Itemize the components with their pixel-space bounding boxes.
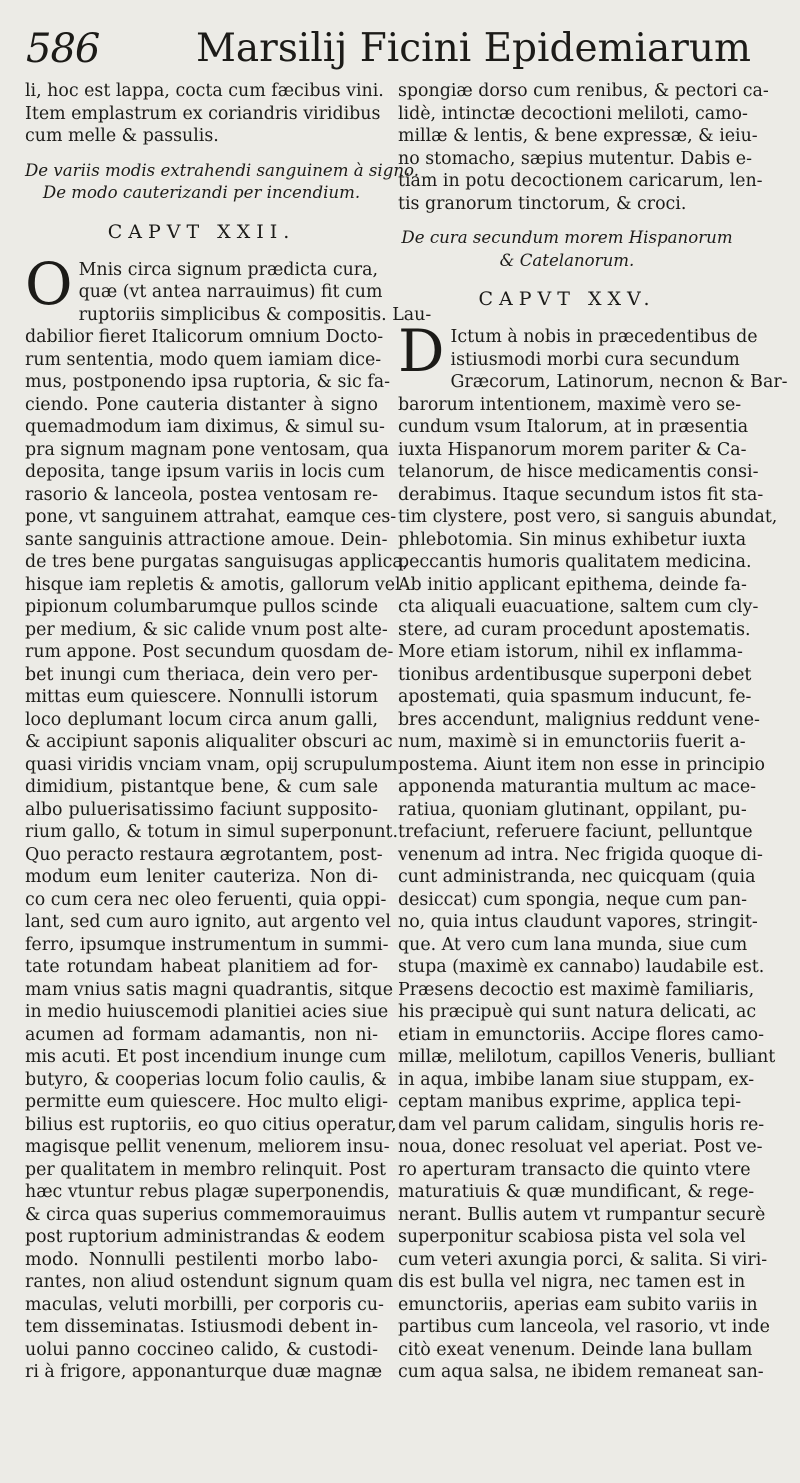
text-line: ratiua, quoniam glutinant, oppilant, pu- [398, 799, 747, 820]
text-line: his præcipuè qui sunt natura delicati, ac [398, 1002, 757, 1022]
text-line: Ab initio applicant epithema, deinde fa- [398, 574, 747, 595]
text-line: rantes, non aliud ostendunt signum quam [25, 1272, 394, 1292]
text-line: per medium, & sic calide vnum post alte- [25, 619, 388, 640]
text-line: pra signum magnam pone ventosam, qua [25, 439, 389, 460]
text-line: cundum vsum Italorum, at in præsentia [398, 417, 749, 437]
text-line: num, maximè si in emunctoriis fuerit a- [398, 732, 746, 752]
text-line: ceptam manibus exprime, applica tepi- [398, 1092, 742, 1112]
text-line: superponitur scabiosa pista vel sola vel [398, 1227, 746, 1247]
text-line: peccantis humoris qualitatem medicina. [398, 552, 752, 572]
text-line: maturatiuis & quæ mundificant, & rege- [398, 1182, 755, 1202]
text-line: ri à frigore, apponanturque duæ magnæ [25, 1362, 383, 1382]
text-line: cum veteri axungia porci, & salita. Si viri- [398, 1249, 768, 1270]
right-column [398, 80, 788, 1384]
text-line: cum aqua salsa, ne ibidem remaneat san- [398, 1362, 764, 1382]
text-line: pone, vt sanguinem attrahat, eamque ces- [25, 507, 397, 527]
text-line: bres accendunt, malignius reddunt vene- [398, 709, 760, 730]
text-line: acumen ad formam adamantis, non ni- [25, 1024, 378, 1045]
text-line: barorum intentionem, maximè vero se- [398, 394, 742, 415]
text-line: tiam in potu decoctionem caricarum, len- [398, 171, 763, 191]
spacer [25, 247, 378, 259]
text-line: ferro, ipsumque instrumentum in summi- [25, 934, 389, 955]
text-line: desiccat) cum spongia, neque cum pan- [398, 889, 748, 910]
text-line: telanorum, de hisce medicamentis consi- [398, 462, 759, 482]
left-column [25, 80, 432, 1384]
text-line: post ruptorium administrandas & eodem [25, 1227, 385, 1247]
text-line: que. At vero cum lana munda, siue cum [398, 934, 748, 955]
text-line: deposita, tange ipsum variis in locis cum [25, 462, 385, 482]
spacer [398, 314, 736, 326]
text-line: nerant. Bullis autem vt rumpantur securè [398, 1204, 766, 1225]
text-line: dis est bulla vel nigra, nec tamen est in [398, 1272, 746, 1292]
text-line: cta aliquali euacuatione, saltem cum cly- [398, 597, 759, 617]
chapter-rubric: De variis modis extrahendi sanguinem à signo. [25, 160, 420, 180]
chapter-heading: CAPVT XXII. [107, 220, 296, 243]
text-line: & accipiunt saponis aliqualiter obscuri ac [25, 732, 393, 752]
text-line: Præsens decoctio est maximè familiaris, [398, 979, 755, 1000]
text-line: magisque pellit venenum, meliorem insu- [25, 1137, 390, 1157]
text-line: modo. Nonnulli pestilenti morbo labo- [25, 1249, 378, 1270]
text-line: millæ, melilotum, capillos Veneris, bulliant [398, 1047, 776, 1067]
text-line: rum sententia, modo quem iamiam dice- [25, 349, 382, 370]
running-title: Marsilij Ficini Epidemiarum [196, 26, 751, 71]
text-line: quæ (vt antea narrauimus) fit cum [78, 282, 383, 302]
page-number: 586 [26, 26, 100, 72]
text-line: partibus cum lanceola, vel rasorio, vt inde [398, 1317, 770, 1337]
text-line: in medio huiuscemodi planitiei acies siue [25, 1002, 389, 1022]
text-line: li, hoc est lappa, cocta cum fæcibus vini. [25, 81, 384, 101]
text-line: rasorio & lanceola, postea ventosam re- [25, 484, 378, 505]
text-line: rium gallo, & totum in simul superponunt. [25, 822, 399, 842]
text-line: albo puluerisatissimo faciunt supposito- [25, 799, 378, 820]
text-line: dimidium, pistantque bene, & cum sale [25, 777, 378, 797]
spacer [398, 272, 736, 284]
text-line: hisque iam repletis & amotis, gallorum vel [25, 574, 401, 595]
text-line: pipionum columbarumque pullos scinde [25, 597, 378, 617]
drop-cap-initial: D [398, 317, 445, 385]
text-line: tem disseminatas. Istiusmodi debent in- [25, 1317, 378, 1337]
running-header [26, 18, 786, 76]
text-line: More etiam istorum, nihil ex inflamma- [398, 642, 743, 662]
text-line: no, quia intus claudunt vapores, stringit- [398, 912, 758, 932]
text-line: iuxta Hispanorum morem pariter & Ca- [398, 439, 747, 460]
chapter-rubric: De modo cauterizandi per incendium. [42, 183, 361, 202]
text-line: Item emplastrum ex coriandris viridibus [25, 103, 381, 124]
text-line: hæc vtuntur rebus plagæ superponendis, [25, 1182, 390, 1202]
text-line: tim clystere, post vero, si sanguis abundat, [398, 507, 778, 527]
text-line: citò exeat venenum. Deinde lana bullam [398, 1339, 753, 1360]
text-line: & circa quas superius commemorauimus [25, 1204, 386, 1225]
text-line: quasi viridis vnciam vnam, opij scrupulum [25, 754, 398, 775]
chapter-heading: CAPVT XXV. [478, 288, 656, 310]
text-line: ruptoriis simplicibus & compositis. Lau- [78, 304, 432, 325]
text-line: maculas, veluti morbilli, per corporis cu- [25, 1294, 384, 1315]
chapter-rubric: De cura secundum morem Hispanorum [401, 228, 733, 247]
text-line: apostemati, quia spasmum inducunt, fe- [398, 687, 752, 707]
text-line: cum melle & passulis. [25, 126, 219, 146]
text-line: Græcorum, Latinorum, necnon & Bar- [450, 372, 788, 392]
text-line: bilius est ruptoriis, eo quo citius operatur, [25, 1114, 397, 1135]
text-line: dam vel parum calidam, singulis horis re- [398, 1114, 765, 1135]
text-line: apponenda maturantia multum ac mace- [398, 777, 757, 797]
text-line: modum eum leniter cauteriza. Non di- [25, 867, 378, 887]
text-line: istiusmodi morbi cura secundum [450, 349, 740, 370]
text-line: bet inungi cum theriaca, dein vero per- [25, 664, 378, 685]
text-line: co cum cera nec oleo feruenti, quia oppi- [25, 889, 387, 910]
text-line: dabilior fieret Italicorum omnium Docto- [25, 327, 384, 347]
text-line: sante sanguinis attractione amoue. Dein- [25, 529, 388, 550]
text-line: loco deplumant locum circa anum galli, [25, 709, 378, 730]
text-line: phlebotomia. Sin minus exhibetur iuxta [398, 529, 747, 550]
text-line: lidè, intinctæ decoctioni meliloti, camo- [398, 103, 748, 124]
text-line: tionibus ardentibusque superponi debet [398, 664, 752, 685]
text-line: mis acuti. Et post incendium inunge cum [25, 1047, 387, 1067]
text-line: noua, donec resoluat vel aperiat. Post ve- [398, 1137, 763, 1157]
text-line: uolui panno coccineo calido, & custodi- [25, 1339, 378, 1360]
text-line: rum appone. Post secundum quosdam de- [25, 642, 394, 662]
text-line: Quo peracto restaura ægrotantem, post- [25, 844, 383, 865]
text-line: trefaciunt, referuere faciunt, pelluntque [398, 822, 753, 842]
spacer [25, 205, 378, 217]
text-line: Mnis circa signum prædicta cura, [78, 259, 378, 280]
text-line: tate rotundam habeat planitiem ad for- [25, 957, 378, 977]
text-line: mam vnius satis magni quadrantis, sitque [25, 979, 394, 1000]
drop-cap-initial: O [25, 249, 73, 318]
text-line: stupa (maximè ex cannabo) laudabile est. [398, 957, 765, 977]
text-line: postema. Aiunt item non esse in principio [398, 754, 765, 775]
text-line: mus, postponendo ipsa ruptoria, & sic fa- [25, 372, 390, 392]
text-line: derabimus. Itaque secundum istos fit sta- [398, 484, 764, 505]
text-line: Ictum à nobis in præcedentibus de [450, 327, 758, 347]
text-line: emunctoriis, aperias eam subito variis in [398, 1294, 758, 1315]
text-line: no stomacho, sæpius mutentur. Dabis e- [398, 148, 752, 169]
spacer [398, 215, 736, 227]
text-line: quemadmodum iam diximus, & simul su- [25, 417, 385, 437]
text-line: ro aperturam transacto die quinto vtere [398, 1159, 751, 1180]
text-line: venenum ad intra. Nec frigida quoque di- [398, 844, 763, 865]
text-line: ciendo. Pone cauteria distanter à signo [25, 394, 378, 415]
text-line: tis granorum tinctorum, & croci. [398, 193, 687, 214]
text-line: butyro, & cooperias locum folio caulis, & [25, 1069, 387, 1090]
chapter-rubric: & Catelanorum. [499, 250, 635, 270]
text-line: de tres bene purgatas sanguisugas applica, [25, 552, 409, 572]
spacer [25, 148, 378, 160]
text-line: etiam in emunctoriis. Accipe flores camo- [398, 1024, 764, 1045]
text-line: spongiæ dorso cum renibus, & pectori ca- [398, 81, 769, 101]
text-line: in aqua, imbibe lanam siue stuppam, ex- [398, 1069, 755, 1090]
text-line: lant, sed cum auro ignito, aut argento vel [25, 912, 391, 932]
text-line: mittas eum quiescere. Nonnulli istorum [25, 687, 378, 707]
text-line: cunt administranda, nec quicquam (quia [398, 867, 756, 887]
text-line: per qualitatem in membro relinquit. Post [25, 1159, 386, 1180]
text-line: stere, ad curam procedunt apostematis. [398, 619, 751, 640]
text-line: millæ & lentis, & bene expressæ, & ieiu- [398, 126, 758, 146]
text-line: permitte eum quiescere. Hoc multo eligi- [25, 1092, 389, 1112]
